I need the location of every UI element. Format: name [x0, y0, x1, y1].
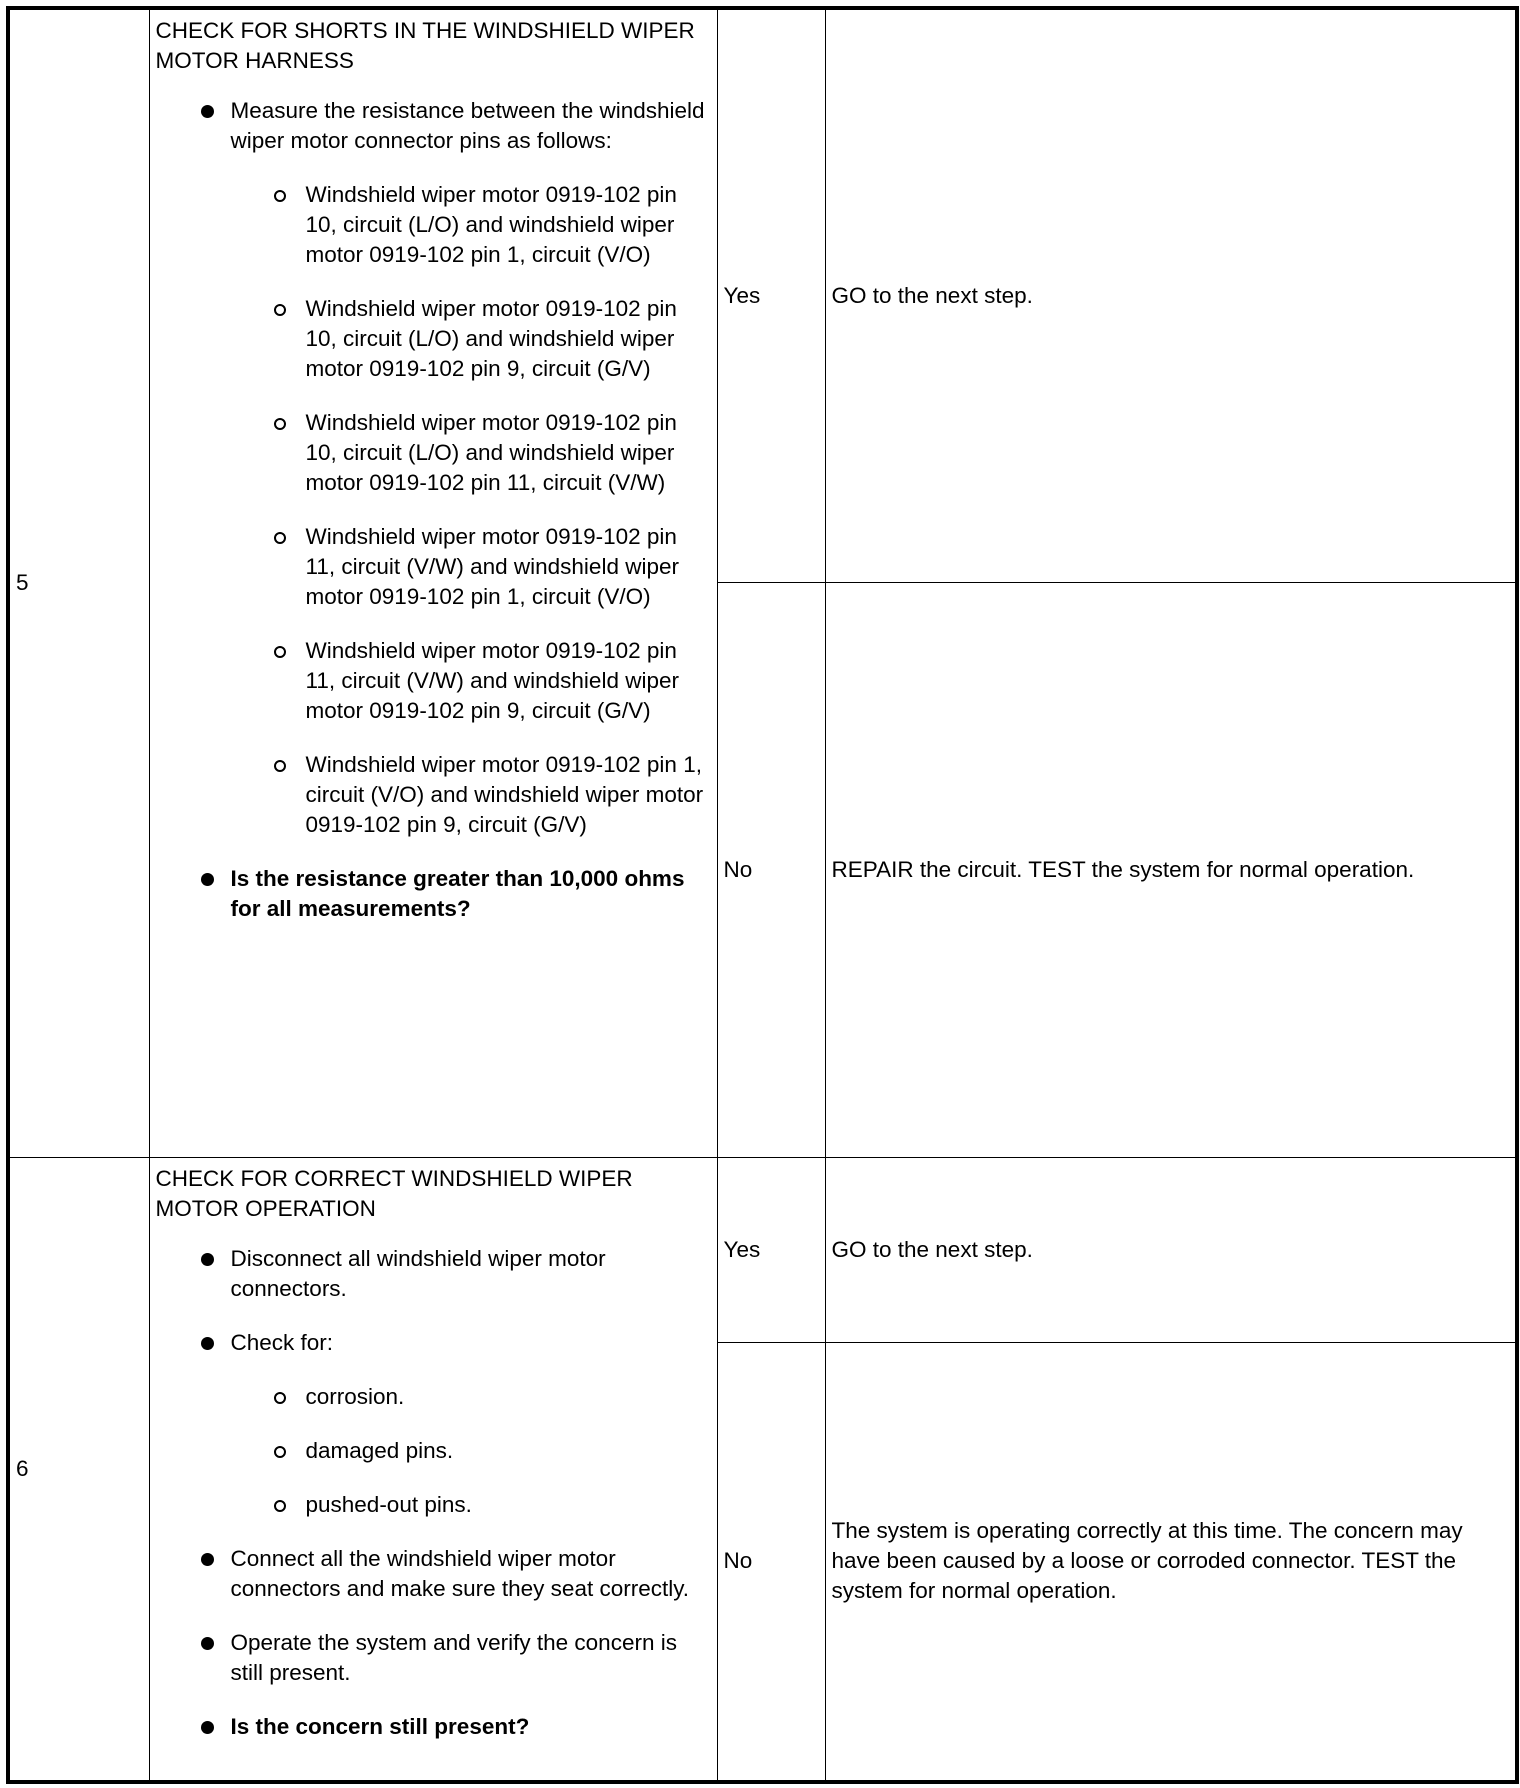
step-title: CHECK FOR SHORTS IN THE WINDSHIELD WIPER MOTOR HARNESS [155, 18, 695, 73]
step-6-instructions [149, 1157, 717, 1782]
measurement-item: Windshield wiper motor 0919-102 pin 10, circuit (L/O) and windshield wiper motor 0919-102 pin 11, circuit (V/W) [156, 408, 711, 498]
check-for-label: Check for: [230, 1329, 334, 1355]
step-number: 5 [8, 8, 149, 1157]
no-label: No [717, 582, 825, 1157]
step-question: Is the resistance greater than 10,000 ohms for all measurements? [156, 864, 711, 924]
step-title: CHECK FOR CORRECT WINDSHIELD WIPER MOTOR OPERATION [155, 1165, 633, 1221]
bullet-check-for [156, 1328, 711, 1520]
measurement-item: Windshield wiper motor 0919-102 pin 11, circuit (V/W) and windshield wiper motor 0919-102 pin 1, circuit (V/O) [156, 522, 711, 612]
check-item: corrosion. [231, 1382, 711, 1412]
step-question: Is the concern still present? [156, 1712, 711, 1742]
measurement-item: Windshield wiper motor 0919-102 pin 1, circuit (V/O) and windshield wiper motor 0919-102 pin 9, circuit (G/V) [156, 750, 711, 840]
no-action: REPAIR the circuit. TEST the system for normal operation. [825, 582, 1517, 1157]
measurement-item: Windshield wiper motor 0919-102 pin 10, circuit (L/O) and windshield wiper motor 0919-102 pin 1, circuit (V/O) [156, 180, 711, 270]
bullet-disconnect: Disconnect all windshield wiper motor connectors. [156, 1244, 711, 1304]
measurement-item: Windshield wiper motor 0919-102 pin 11, circuit (V/W) and windshield wiper motor 0919-102 pin 9, circuit (G/V) [156, 636, 711, 726]
bullet-measure: Measure the resistance between the windshield wiper motor connector pins as follows: [156, 96, 711, 156]
step-number: 6 [8, 1157, 149, 1782]
measurement-item: Windshield wiper motor 0919-102 pin 10, circuit (L/O) and windshield wiper motor 0919-102 pin 9, circuit (G/V) [156, 294, 711, 384]
check-item: pushed-out pins. [231, 1490, 711, 1520]
no-label: No [717, 1342, 825, 1782]
yes-action: GO to the next step. [825, 1157, 1517, 1342]
yes-label: Yes [717, 8, 825, 582]
yes-action: GO to the next step. [825, 8, 1517, 582]
bullet-connect: Connect all the windshield wiper motor connectors and make sure they seat correctly. [156, 1544, 711, 1604]
bullet-operate: Operate the system and verify the concern is still present. [156, 1628, 711, 1688]
yes-label: Yes [717, 1157, 825, 1342]
check-item: damaged pins. [231, 1436, 711, 1466]
no-action: The system is operating correctly at this time. The concern may have been caused by a loose or corroded connector. TEST the system for normal operation. [825, 1342, 1517, 1782]
diagnostic-table [6, 6, 1519, 1784]
step-5-instructions [149, 8, 717, 1157]
